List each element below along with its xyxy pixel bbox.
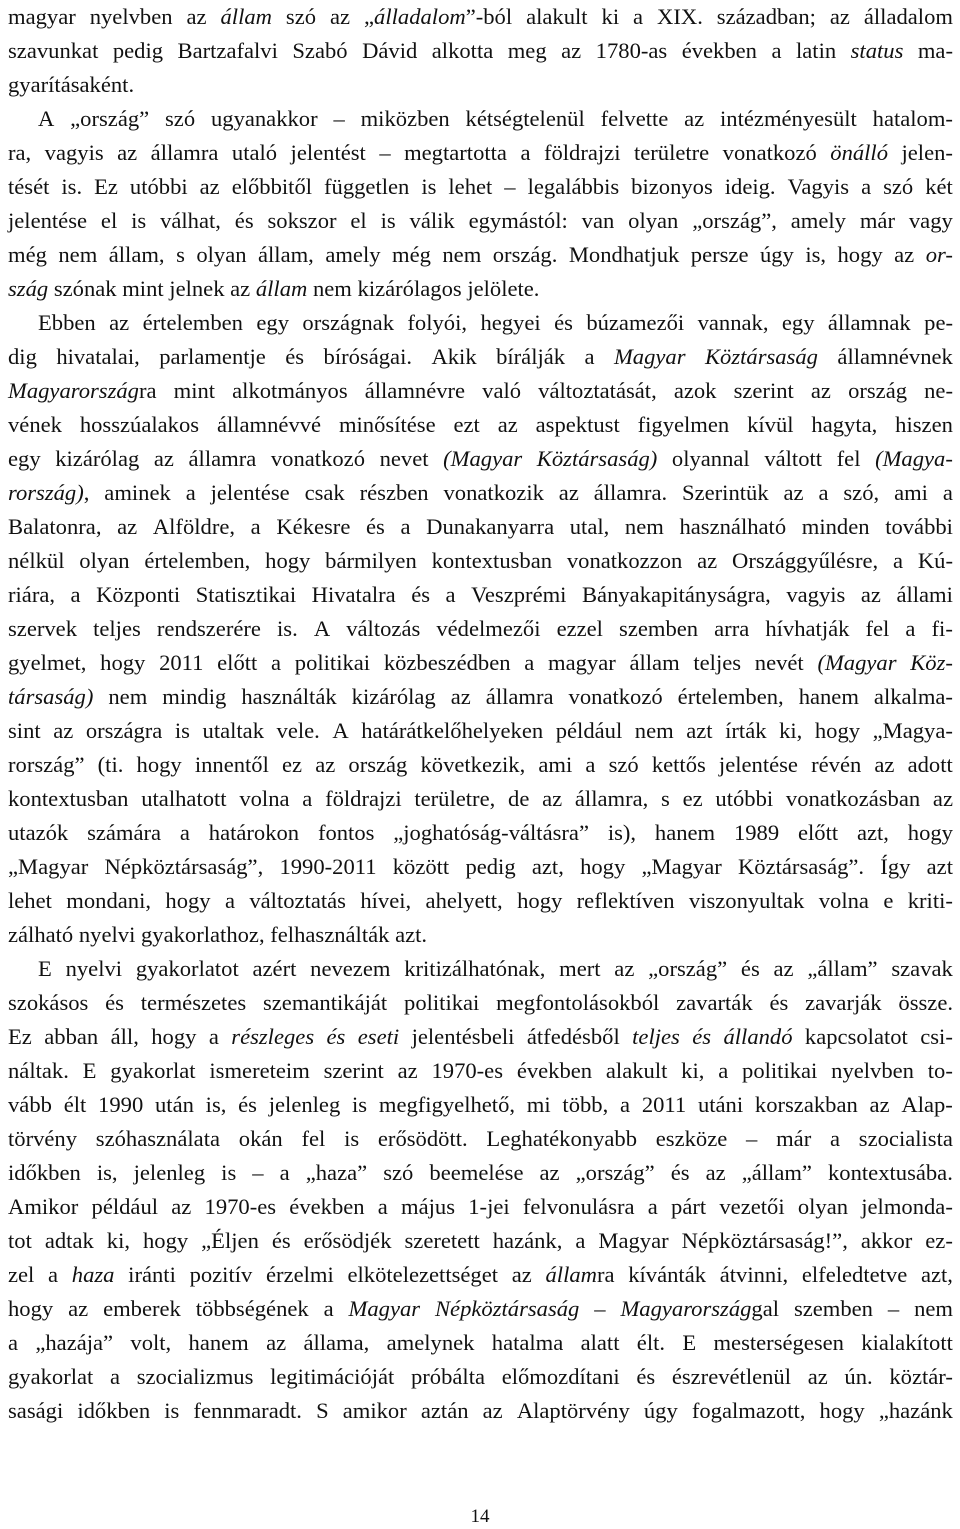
text-line: szokásos és természetes szemantikáját politikai megfontolásokból zavarták és zavarják össze. (8, 990, 953, 1015)
text-line: Ez abban áll, hogy a részleges és eseti jelentésbeli átfedésből teljes és állandó kapcsolatot csi- (8, 1024, 953, 1049)
text-line: Magyarországra mint alkotmányos államnévre való változtatását, azok szerint az ország ne- (8, 378, 953, 403)
text-line: társaság) nem mindig használták kizárólag az államra vonatkozó értelemben, hanem alkalma- (8, 684, 953, 709)
text-line: gyarításaként. (8, 72, 135, 97)
text-line: gyakorlat a szocializmus legitimációját próbálta előmozdítani és észrevétlenül az ún. köztár- (8, 1364, 953, 1389)
text-line: nélkül olyan értelemben, hogy bármilyen kontextusban vonatkozzon az Országgyűlésre, a Kú- (8, 548, 953, 573)
text-line: ra, vagyis az államra utaló jelentést – megtartotta a földrajzi területre vonatkozó önálló jelen- (8, 140, 953, 165)
text-line: sasági időkben is fennmaradt. S amikor aztán az Alaptörvény úgy fogalmazott, hogy „hazánk (8, 1398, 953, 1423)
text-line: zel a haza iránti pozitív érzelmi elkötelezettséget az államra kívánták átvinni, elfeledtetve azt, (8, 1262, 953, 1287)
text-line: időkben is, jelenleg is – a „haza” szó beemelése az „ország” és az „állam” kontextusába. (8, 1160, 953, 1185)
text-line: még nem állam, s olyan állam, amely még nem ország. Mondhatjuk persze úgy is, hogy az or- (8, 242, 953, 267)
text-line: törvény szóhasználata okán fel is erősödött. Leghatékonyabb eszköze – már a szocialista (8, 1126, 953, 1151)
text-line: Balatonra, az Alföldre, a Kékesre és a Dunakanyarra utal, nem használható minden további (8, 514, 953, 539)
text-line: lehet mondani, hogy a változtatás hívei, ahelyett, hogy reflektíven viszonyultak volna e kriti- (8, 888, 953, 913)
text-line: utazók számára a határokon fontos „joghatóság-váltásra” is), hanem 1989 előtt azt, hogy (8, 820, 953, 845)
text-line: náltak. E gyakorlat ismereteim szerint az 1970-es években alakult ki, a politikai nyelvben to- (8, 1058, 953, 1083)
text-line: a „hazája” volt, hanem az állama, amelynek hatalma alatt élt. E mesterségesen kialakított (8, 1330, 953, 1355)
text-line: „Magyar Népköztársaság”, 1990-2011 között pedig azt, hogy „Magyar Köztársaság”. Így azt (8, 854, 953, 879)
text-line: sint az országra is utaltak vele. A határátkelőhelyeken például nem azt írták ki, hogy „Magya- (8, 718, 953, 743)
text-line: hogy az emberek többségének a Magyar Népköztársaság – Magyarországgal szemben – nem (8, 1296, 953, 1321)
text-line: dig hivatalai, parlamentje és bíróságai. Akik bírálják a Magyar Köztársaság államnévnek (8, 344, 953, 369)
text-line: egy kizárólag az államra vonatkozó nevet (Magyar Köztársaság) olyannal váltott fel (Magya- (8, 446, 953, 471)
text-line: riára, a Központi Statisztikai Hivatalra és a Veszprémi Bányakapitányságra, vagyis az állami (8, 582, 953, 607)
text-line: Amikor például az 1970-es években a május 1-jei felvonulásra a párt vezetői olyan jelmonda- (8, 1194, 953, 1219)
text-line: tot adtak ki, hogy „Éljen és erősödjék szeretett hazánk, a Magyar Népköztársaság!”, akkor ez- (8, 1228, 953, 1253)
text-line: E nyelvi gyakorlatot azért nevezem kritizálhatónak, mert az „ország” és az „állam” szavak (38, 956, 953, 981)
text-line: rország” (ti. hogy innentől ez az ország következik, ami a szó kettős jelentése révén az adott (8, 752, 953, 777)
text-line: szervek teljes rendszerére is. A változás védelmezői ezzel szemben arra hívhatják fel a fi- (8, 616, 953, 641)
text-line: Ebben az értelemben egy országnak folyói, hegyei és búzamezői vannak, egy államnak pe- (38, 310, 953, 335)
text-line: vább élt 1990 után is, és jelenleg is megfigyelhető, mi több, a 2011 utáni korszakban az Alap- (8, 1092, 953, 1117)
text-line: szavunkat pedig Bartzafalvi Szabó Dávid alkotta meg az 1780-as években a latin status ma- (8, 38, 953, 63)
text-line: rország), aminek a jelentése csak részben vonatkozik az államra. Szerintük az a szó, ami a (8, 480, 953, 505)
text-line: tését is. Ez utóbbi az előbbitől független is lehet – legalábbis bizonyos ideig. Vagyis a szó két (8, 174, 953, 199)
text-line: magyar nyelvben az állam szó az „álladalom”-ból alakult ki a XIX. században; az álladalom (8, 4, 953, 29)
page-number: 14 (470, 1506, 490, 1527)
text-line: A „ország” szó ugyanakkor – miközben kétségtelenül felvette az intézményesült hatalom- (38, 106, 953, 131)
text-line: zálható nyelvi gyakorlathoz, felhasználták azt. (8, 922, 428, 947)
text-line: szág szónak mint jelnek az állam nem kizárólagos jelölete. (8, 276, 540, 301)
text-line: kontextusban utalhatott volna a földrajzi területre, de az államra, s ez utóbbi vonatkozásban az (8, 786, 953, 811)
text-line: vének hosszúalakos államnévvé minősítése ezt az aspektust figyelmen kívül hagyta, hiszen (8, 412, 953, 437)
text-line: gyelmet, hogy 2011 előtt a politikai közbeszédben a magyar állam teljes nevét (Magyar Köz- (8, 650, 953, 675)
text-line: jelentése el is válhat, és sokszor el is válik egymástól: van olyan „ország”, amely már vagy (8, 208, 953, 233)
